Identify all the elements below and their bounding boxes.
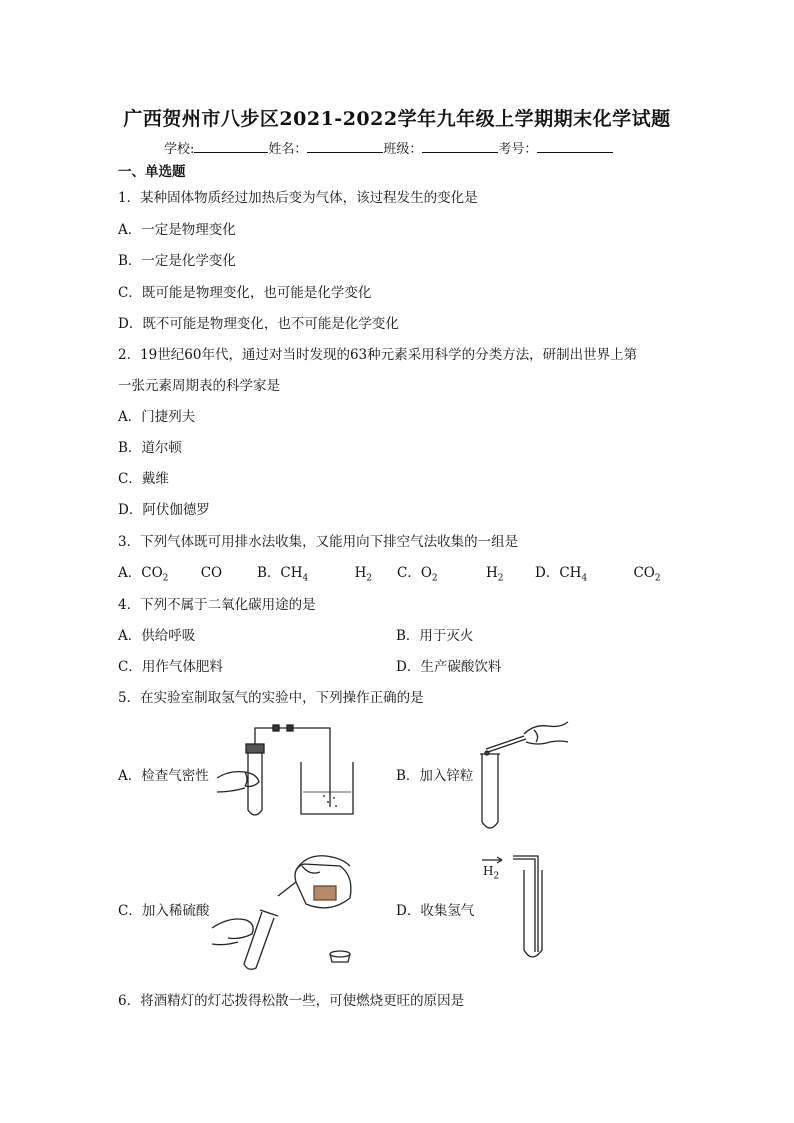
q3-d-gas1: CH (559, 565, 582, 581)
question-6-stem: 6．将酒精灯的灯芯拨得松散一些，可使燃烧更旺的原因是 (118, 993, 465, 1009)
school-label: 学校: (164, 142, 195, 157)
name-blank[interactable] (307, 140, 383, 153)
q3-option-a[interactable] (118, 561, 222, 584)
q3-option-b[interactable] (257, 561, 372, 584)
question-2-stem-line1: 2．19世纪60年代，通过对当时发现的63种元素采用科学的分类方法，研制出世界上第 (118, 347, 638, 363)
class-blank[interactable] (422, 140, 498, 153)
question-2-stem-line2: 一张元素周期表的科学家是 (118, 378, 280, 394)
number-blank[interactable] (537, 140, 613, 153)
q3-c-gas2: H (485, 565, 498, 581)
q1-option-a[interactable]: A．一定是物理变化 (118, 222, 236, 238)
page-title: 广西贺州市八步区2021-2022学年九年级上学期期末化学试题 (123, 108, 671, 130)
q2-option-c[interactable]: C．戴维 (118, 471, 169, 487)
collecting-hydrogen-figure (480, 854, 550, 964)
q1-option-c[interactable]: C．既可能是物理变化，也可能是化学变化 (118, 285, 372, 301)
q5-option-b[interactable]: B．加入锌粒 (396, 768, 474, 784)
section-heading: 一、单选题 (118, 164, 186, 180)
q3-option-c[interactable] (397, 561, 503, 584)
q3-option-d[interactable] (535, 561, 661, 584)
q4-option-d[interactable]: D．生产碳酸饮料 (396, 659, 502, 675)
q3-c-gas1-sub: 2 (431, 573, 438, 584)
q3-d-gas2: CO (633, 565, 655, 581)
h2-label: H (483, 864, 494, 878)
name-label: 姓名： (268, 142, 308, 157)
q3-b-gas2: H (354, 565, 367, 581)
q1-option-b[interactable]: B．一定是化学变化 (118, 253, 236, 269)
q2-option-d[interactable]: D．阿伏伽德罗 (118, 502, 210, 518)
question-3-stem: 3．下列气体既可用排水法收集，又能用向下排空气法收集的一组是 (118, 534, 519, 550)
q3-b-gas1: CH (280, 565, 303, 581)
airtightness-check-figure (215, 722, 355, 822)
q2-option-a[interactable]: A．门捷列夫 (118, 409, 196, 425)
q2-option-b[interactable]: B．道尔顿 (118, 440, 182, 456)
q4-option-b[interactable]: B．用于灭火 (396, 628, 474, 644)
q5-option-a[interactable]: A．检查气密性 (118, 768, 209, 784)
q3-d-letter: D． (535, 565, 560, 581)
q3-c-letter: C． (397, 565, 421, 581)
question-1-stem: 1．某种固体物质经过加热后变为气体，该过程发生的变化是 (118, 190, 478, 206)
q4-option-a[interactable]: A．供给呼吸 (118, 628, 196, 644)
q5-option-d[interactable]: D．收集氢气 (396, 903, 475, 919)
q3-d-gas2-sub: 2 (654, 573, 661, 584)
q3-b-letter: B． (257, 565, 281, 581)
q3-c-gas1: O (420, 565, 432, 581)
q3-d-gas1-sub: 4 (581, 573, 588, 584)
q3-b-gas2-sub: 2 (366, 573, 373, 584)
adding-acid-figure (210, 852, 360, 972)
question-4-stem: 4．下列不属于二氧化碳用途的是 (118, 597, 316, 613)
student-info-line (164, 138, 613, 157)
h2-label-sub: 2 (493, 871, 500, 882)
q3-a-gas2: CO (200, 565, 223, 581)
adding-zinc-figure (478, 716, 570, 832)
q3-b-gas1-sub: 4 (302, 573, 309, 584)
number-label: 考号： (498, 142, 538, 157)
q1-option-d[interactable]: D．既不可能是物理变化，也不可能是化学变化 (118, 316, 399, 332)
q5-option-c[interactable]: C．加入稀硫酸 (118, 903, 210, 919)
q3-a-gas1-sub: 2 (162, 573, 169, 584)
q3-c-gas2-sub: 2 (497, 573, 504, 584)
q3-a-gas1: CO (141, 565, 163, 581)
question-5-stem: 5．在实验室制取氢气的实验中，下列操作正确的是 (118, 690, 424, 706)
school-blank[interactable] (194, 140, 268, 153)
class-label: 班级： (383, 142, 423, 157)
q3-a-letter: A． (118, 565, 142, 581)
q4-option-c[interactable]: C．用作气体肥料 (118, 659, 223, 675)
